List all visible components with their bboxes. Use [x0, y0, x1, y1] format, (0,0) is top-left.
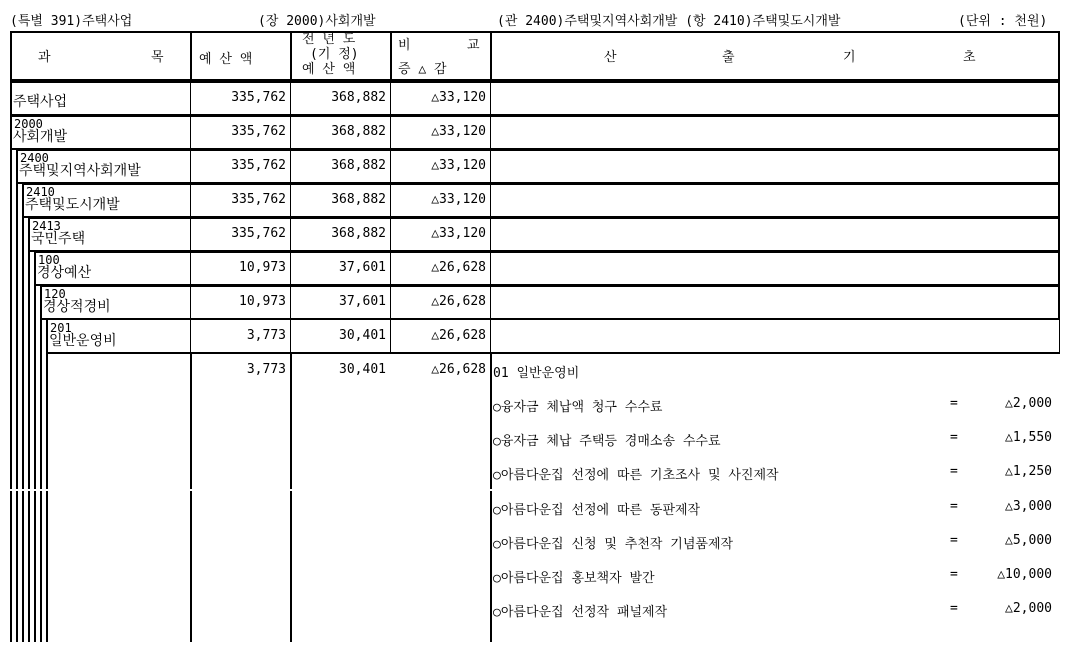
detail-item-eq: = — [950, 464, 958, 480]
row-name: 일반운영비 — [49, 333, 117, 349]
row-code: 2410 — [26, 185, 55, 199]
row-code: 2413 — [32, 219, 61, 233]
row-prev: 368,882 — [331, 124, 386, 139]
table-row — [16, 149, 1060, 184]
row-name: 주택및도시개발 — [25, 197, 120, 213]
row-diff: △33,120 — [431, 90, 486, 105]
gwan-hang-title: (관 2400)주택및지역사회개발 (항 2410)주택및도시개발 — [497, 14, 841, 29]
table-row — [28, 217, 1060, 252]
row-budget: 10,973 — [239, 260, 286, 275]
row-diff: △26,628 — [431, 294, 486, 309]
row-diff: △26,628 — [431, 260, 486, 275]
detail-item-label: ○아름다운집 선정에 따른 동판제작 — [493, 502, 701, 518]
row-code: 120 — [44, 287, 66, 301]
row-name: 주택및지역사회개발 — [19, 163, 141, 179]
basis-header-2: 출 — [722, 50, 735, 65]
unit-label: (단위 : 천원) — [958, 14, 1048, 29]
detail-item-eq: = — [950, 567, 958, 582]
detail-diff: △26,628 — [431, 362, 486, 377]
detail-item-label: ○융자금 체납액 청구 수수료 — [493, 400, 663, 415]
row-diff: △33,120 — [431, 158, 486, 173]
page-break — [0, 489, 1067, 491]
row-name: 경상적경비 — [43, 299, 111, 315]
fund-title: (특별 391)주택사업 — [10, 14, 133, 29]
detail-item-amount: △1,550 — [1005, 430, 1052, 446]
row-name: 국민주택 — [31, 231, 86, 247]
prev-header: 전 년 도 (기 정) 예 산 액 — [302, 32, 359, 77]
row-code: 100 — [38, 253, 60, 267]
detail-item-label: ○아름다운집 신청 및 추천작 기념품제작 — [493, 536, 734, 552]
subject-header-b: 목 — [151, 50, 164, 65]
indent-guide — [28, 217, 30, 642]
row-diff: △33,120 — [431, 226, 486, 241]
indent-guide — [16, 149, 18, 642]
row-budget: 10,973 — [239, 294, 286, 309]
row-budget: 3,773 — [246, 328, 286, 343]
row-prev: 37,601 — [339, 260, 386, 275]
basis-header-3: 기 — [843, 50, 856, 65]
row-code: 201 — [50, 321, 72, 335]
detail-item-amount: △2,000 — [1005, 601, 1052, 617]
row-prev: 30,401 — [339, 328, 386, 343]
row-budget: 335,762 — [231, 90, 286, 105]
cmp-header-a: 비 — [398, 38, 411, 53]
detail-item-amount: △3,000 — [1005, 498, 1052, 514]
column-header — [10, 31, 1060, 81]
row-code: 2000 — [14, 117, 43, 131]
row-budget: 335,762 — [231, 226, 286, 241]
detail-item-eq: = — [950, 396, 958, 411]
indent-guide — [10, 81, 12, 642]
detail-budget: 3,773 — [246, 362, 286, 377]
indent-guide — [46, 319, 48, 642]
indent-guide — [22, 183, 24, 642]
row-diff: △26,628 — [431, 328, 486, 343]
table-row — [34, 251, 1060, 286]
row-prev: 368,882 — [331, 192, 386, 207]
detail-item-eq: = — [950, 532, 958, 548]
row-name: 사회개발 — [13, 129, 68, 145]
detail-item-amount: △2,000 — [1005, 396, 1052, 411]
row-code: 2400 — [20, 151, 49, 165]
detail-item-eq: = — [950, 430, 958, 446]
row-prev: 37,601 — [339, 294, 386, 309]
detail-column-line — [490, 353, 492, 642]
detail-column-line — [190, 353, 192, 642]
row-budget: 335,762 — [231, 192, 286, 207]
row-diff: △33,120 — [431, 124, 486, 139]
indent-guide — [34, 251, 36, 642]
detail-item-label: ○아름다운집 선정작 패널제작 — [493, 605, 668, 621]
detail-item-eq: = — [950, 498, 958, 514]
detail-item-amount: △5,000 — [1005, 532, 1052, 548]
row-prev: 368,882 — [331, 226, 386, 241]
detail-column-line — [290, 353, 292, 642]
row-budget: 335,762 — [231, 124, 286, 139]
row-name: 주택사업 — [13, 94, 68, 110]
detail-item-amount: △1,250 — [1005, 464, 1052, 480]
table-row — [10, 115, 1060, 150]
table-row — [10, 81, 1060, 116]
detail-item-label: ○아름다운집 선정에 따른 기초조사 및 사진제작 — [493, 468, 779, 484]
detail-item-label: ○아름다운집 홍보책자 발간 — [493, 571, 655, 586]
indent-guide — [40, 285, 42, 642]
basis-header-1: 산 — [604, 50, 617, 65]
row-name: 경상예산 — [37, 265, 92, 281]
row-budget: 335,762 — [231, 158, 286, 173]
detail-item-label: ○융자금 체납 주택등 경매소송 수수료 — [493, 434, 721, 450]
jang-title: (장 2000)사회개발 — [258, 14, 376, 29]
detail-item-amount: △10,000 — [997, 567, 1052, 582]
row-prev: 368,882 — [331, 90, 386, 105]
detail-prev: 30,401 — [339, 362, 386, 377]
table-row — [22, 183, 1060, 218]
detail-item-eq: = — [950, 601, 958, 617]
budget-header: 예 산 액 — [199, 52, 253, 67]
row-diff: △33,120 — [431, 192, 486, 207]
row-prev: 368,882 — [331, 158, 386, 173]
basis-header-4: 초 — [963, 50, 976, 65]
detail-title: 01 일반운영비 — [493, 366, 580, 381]
subject-header-a: 과 — [38, 50, 51, 65]
cmp-header-c: 증 △ 감 — [398, 62, 447, 77]
cmp-header-b: 교 — [467, 38, 480, 53]
